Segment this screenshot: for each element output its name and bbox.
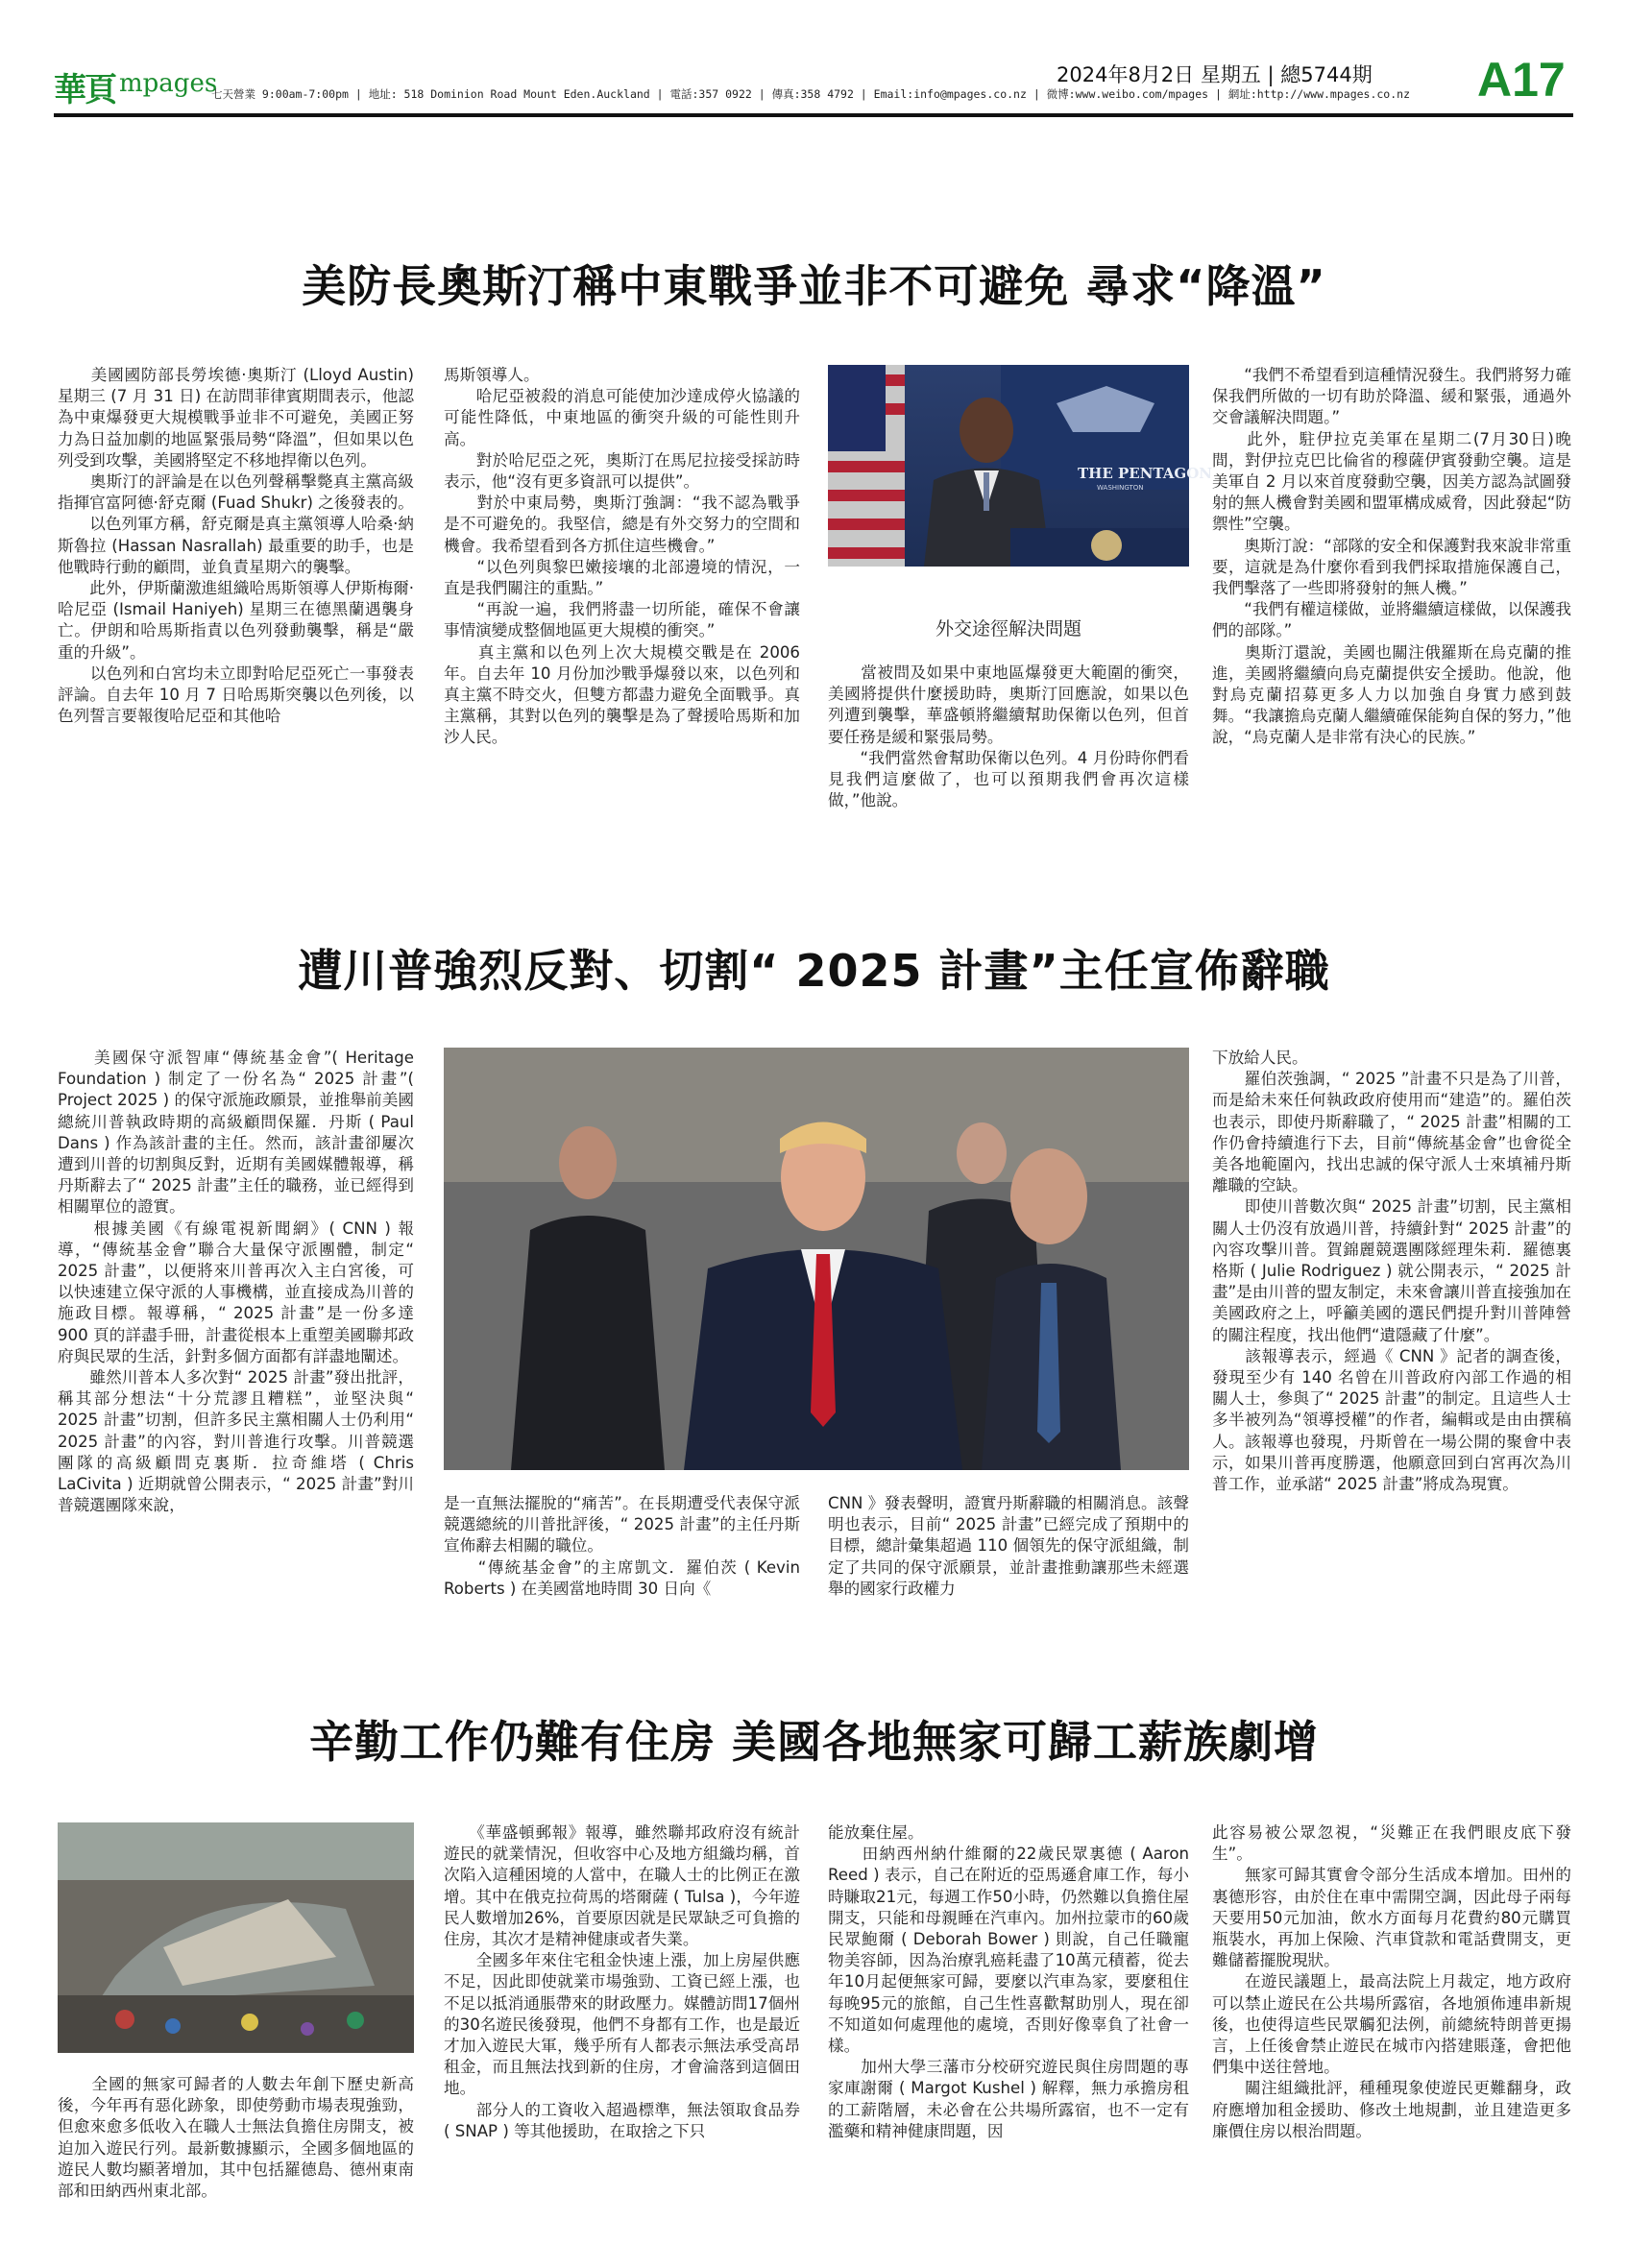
article2-photo	[444, 1048, 1189, 1470]
svg-text:WASHINGTON: WASHINGTON	[1097, 484, 1144, 492]
article1-photo	[828, 365, 1212, 567]
courthouse-hallway-illustration	[444, 1048, 1189, 1470]
article3-headline: 辛勤工作仍難有住房 美國各地無家可歸工薪族劇增	[308, 1716, 1319, 1768]
article2-headline: 遭川普強烈反對、切割“ 2025 計畫”主任宣佈辭職	[298, 945, 1330, 997]
masthead-logo: 華頁	[54, 71, 115, 109]
article1-column-4: “我們不希望看到這種情況發生。我們將努力確保我們所做的一切有助於降溫、緩和緊張，通過外交會議解決問題。” 此外，駐伊拉克美軍在星期二(7月30日)晚間，對伊拉克巴比倫省的穆薩伊賓發動空襲。這是美軍自 2 月以來首度發動空襲，因美方認為試圖發射的無人機會對美國和盟軍構成威脅，因此發起“防禦性”空襲。 奧斯汀說：“部隊的安全和保護對我來說非常重要，這就是為什麼你看到我們採取措施保護自己，我們擊落了一些即將發射的無人機。” “我們有權這樣做，並將繼續這樣做，以保護我們的部隊。” 奧斯汀還說，美國也關注俄羅斯在烏克蘭的推進，美國將繼續向烏克蘭提供安全援助。他說，他對烏克蘭招募更多人力以加強自身實力感到鼓舞。“我讓擔烏克蘭人繼續確保能夠自保的努力，”他說，“烏克蘭人是非常有決心的民族。”	[1212, 366, 1571, 747]
article1-headline: 美防長奧斯汀稱中東戰爭並非不可避免 尋求“降溫”	[302, 260, 1326, 312]
article1-column-2: 馬斯領導人。 哈尼亞被殺的消息可能使加沙達成停火協議的可能性降低，中東地區的衝突升級的可能性則升高。 對於哈尼亞之死，奧斯汀在馬尼拉接受採訪時表示，他“沒有更多資訊可以提供”。 對於中東局勢，奧斯汀強調：“我不認為戰爭是不可避免的。我堅信，總是有外交努力的空間和機會。我希望看到各方抓住這些機會。” “以色列與黎巴嫩接壤的北部邊境的情況，一直是我們關注的重點。” “再說一遍，我們將盡一切所能，確保不會讓事情演變成整個地區更大規模的衝突。” 真主黨和以色列上次大規模交戰是在 2006 年。自去年 10 月份加沙戰爭爆發以來，以色列和真主黨不時交火，但雙方都盡力避免全面戰爭。真主黨稱，其對以色列的襲擊是為了聲援哈馬斯和加沙人民。	[444, 366, 800, 747]
article1-subhead: 外交途徑解決問題	[935, 618, 1081, 639]
page-number: A17	[1477, 53, 1566, 107]
pentagon-briefing-illustration	[828, 365, 1212, 567]
podium-sign: THE PENTAGON	[1078, 465, 1212, 482]
masthead-logo-text: mpages	[119, 69, 218, 98]
article2-column-1: 美國保守派智庫“傳統基金會”( Heritage Foundation ) 制定了一份名為“ 2025 計畫”( Project 2025 ) 的保守派施政願景，並推舉前美國總統川普執政時期的高級顧問保羅．丹斯 ( Paul Dans ) 作為該計畫的主任。然而，該計畫卻屢次遭到川普的切割與反對，近期有美國媒體報導，稱丹斯辭去了“ 2025 計畫”主任的職務，並已經得到相關單位的證實。 根據美國《有線電視新聞網》( CNN ) 報導，“傳統基金會”聯合大量保守派團體，制定“ 2025 計畫”，以便將來川普再次入主白宮後，可以快速建立保守派的人事機構，並直接成為川普的施政目標。報導稱，“ 2025 計畫”是一份多達 900 頁的詳盡手冊，計畫從根本上重塑美國聯邦政府與民眾的生活，針對多個方面都有詳盡地闡述。 雖然川普本人多次對“ 2025 計畫”發出批評，稱其部分想法“十分荒謬且糟糕”，並堅決與“ 2025 計畫”切割，但許多民主黨相關人士仍利用“ 2025 計畫”的內容，對川普進行攻擊。川普競選團隊的高級顧問克裏斯．拉奇維塔 ( Chris LaCivita ) 近期就曾公開表示，“ 2025 計畫”對川普競選團隊來說，	[58, 1049, 414, 1515]
article3-column-2: 《華盛頓郵報》報導，雖然聯邦政府沒有統計遊民的就業情況，但收容中心及地方組織均稱，首次陷入這種困境的人當中，在職人士的比例正在激增。其中在俄克拉荷馬的塔爾薩 ( Tulsa )，今年遊民人數增加26%，首要原因就是民眾缺乏可負擔的住房，其次才是精神健康或者失業。 全國多年來住宅租金快速上漲，加上房屋供應不足，因此即使就業市場強勁、工資已經上漲，也不足以抵消通脹帶來的財政壓力。媒體訪問17個州的30名遊民後發現，他們不身都有工作，也是最近才加入遊民大軍，幾乎所有人都表示無法承受高昂租金，而且無法找到新的住房，才會淪落到這個田地。 部分人的工資收入超過標準，無法領取食品券 ( SNAP ) 等其他援助，在取捨之下只	[444, 1823, 800, 2140]
article3-column-3: 能放棄住屋。 田納西州納什維爾的22歲民眾裏德 ( Aaron Reed ) 表示，自己在附近的亞馬遜倉庫工作，每小時賺取21元，每週工作50小時，仍然難以負擔住屋開支，只能和母親睡在汽車內。加州拉蒙市的60歲民眾鮑爾 ( Deborah Bower ) 則說，自己任職寵物美容師，因為治療乳癌耗盡了10萬元積蓄，從去年10月起便無家可歸，要麼以汽車為家，要麼租住每晚95元的旅館，自己生性喜歡幫助別人，現在卻不知道如何處理他的處境，否則好像辜負了社會一樣。 加州大學三藩市分校研究遊民與住房問題的專家庫謝爾 ( Margot Kushel ) 解釋，無力承擔房租的工薪階層，未必會在公共場所露宿，也不一定有濫藥和精神健康問題，因	[828, 1823, 1189, 2140]
article3-photo	[58, 1822, 414, 2053]
article3-column-1: 全國的無家可歸者的人數去年創下歷史新高後，今年再有惡化跡象，即使勞動市場表現強勁，但愈來愈多低收入在職人士無法負擔住房開支，被迫加入遊民行列。最新數據顯示，全國多個地區的遊民人數均顯著增加，其中包括羅德島、德州東南部和田納西州東北部。	[58, 2075, 414, 2201]
article1-column-3: 當被問及如果中東地區爆發更大範圍的衝突，美國將提供什麼援助時，奧斯汀回應說，如果以色列遭到襲擊，華盛頓將繼續幫助保衛以色列，但首要任務是緩和緊張局勢。 “我們當然會幫助保衛以色列。4 月份時你們看見我們這麼做了，也可以預期我們會再次這樣做，”他說。	[828, 664, 1189, 810]
issue-date: 2024年8月2日 星期五 | 總5744期	[1057, 63, 1373, 86]
article2-column-2: 是一直無法擺脫的“痛苦”。在長期遭受代表保守派競選總統的川普批評後，“ 2025 計畫”的主任丹斯宣佈辭去相關的職位。 “傳統基金會”的主席凱文．羅伯茨 ( Kevin Roberts ) 在美國當地時間 30 日向《	[444, 1494, 800, 1598]
header-rule	[54, 113, 1573, 117]
masthead-contact-info: 七天營業 9:00am-7:00pm | 地址: 518 Dominion Road Mount Eden.Auckland | 電話:357 0922 | 傳真:358 4792 | Email:info@mpages.co.nz | 微博:www.weibo.com/mpages | 網址:http://www.mpages.co.nz	[211, 87, 1411, 101]
homeless-encampment-illustration	[58, 1822, 414, 2053]
article2-column-3: CNN 》發表聲明，證實丹斯辭職的相關消息。該聲明也表示，目前“ 2025 計畫”已經完成了預期中的目標，總計彙集超過 110 個領先的保守派組織，制定了共同的保守派願景，並計畫推動讓那些未經選舉的國家行政權力	[828, 1494, 1189, 1598]
article1-column-1: 美國國防部長勞埃德·奧斯汀 (Lloyd Austin) 星期三 (7 月 31 日) 在訪問菲律賓期間表示，他認為中東爆發更大規模戰爭並非不可避免，美國正努力為日益加劇的地區緊張局勢“降溫”，但如果以色列受到攻擊，美國將堅定不移地捍衛以色列。 奧斯汀的評論是在以色列聲稱擊斃真主黨高級指揮官富阿德·舒克爾 (Fuad Shukr) 之後發表的。 以色列軍方稱，舒克爾是真主黨領導人哈桑·納斯魯拉 (Hassan Nasrallah) 最重要的助手，也是他戰時行動的顧問，並負責星期六的襲擊。 此外，伊斯蘭激進組織哈馬斯領導人伊斯梅爾·哈尼亞 (Ismail Haniyeh) 星期三在德黑蘭遇襲身亡。伊朗和哈馬斯指責以色列發動襲擊，稱是“嚴重的升級”。 以色列和白宮均未立即對哈尼亞死亡一事發表評論。自去年 10 月 7 日哈馬斯突襲以色列後，以色列誓言要報復哈尼亞和其他哈	[58, 366, 414, 726]
article2-column-4: 下放給人民。 羅伯茨強調，“ 2025 ”計畫不只是為了川普，而是給未來任何執政政府使用而“建造”的。羅伯茨也表示，即使丹斯辭職了，“ 2025 計畫”相關的工作仍會持續進行下去，目前“傳統基金會”也會從全美各地範圍內，找出忠誠的保守派人士來填補丹斯離職的空缺。 即使川普數次與“ 2025 計畫”切割，民主黨相關人士仍沒有放過川普，持續針對“ 2025 計畫”的內容攻擊川普。賀錦麗競選團隊經理朱莉．羅德裏格斯 ( Julie Rodriguez ) 就公開表示，“ 2025 計畫”是由川普的盟友制定，未來會讓川普直接強加在美國政府之上，呼籲美國的選民們提升對川普陣營的關注程度，找出他們“遺隱藏了什麼”。 該報導表示，經過《 CNN 》記者的調查後，發現至少有 140 名曾在川普政府內部工作過的相關人士，參與了“ 2025 計畫”的制定。且這些人士多半被列為“領導授權”的作者，編輯或是由由撰稿人。該報導也發現，丹斯曾在一場公開的聚會中表示，如果川普再度勝選，他願意回到白宮再次為川普工作，並承諾“ 2025 計畫”將成為現實。	[1212, 1049, 1571, 1494]
article3-column-4: 此容易被公眾忽視，“災難正在我們眼皮底下發生”。 無家可歸其實會令部分生活成本增加。田州的裏德形容，由於住在車中需開空調，因此母子兩每天要用50元加油，飲水方面每月花費約80元購買瓶裝水，再加上保險、汽車貸款和電話費開支，更難儲蓄擺脫現狀。 在遊民議題上，最高法院上月裁定，地方政府可以禁止遊民在公共場所露宿，各地頒佈連串新規後，也使得這些民眾觸犯法例，前總統特朗普更揚言，上任後會禁止遊民在城市內搭建賬蓬，會把他們集中送往營地。 關注組織批評，種種現象使遊民更難翻身，政府應增加租金援助、修改土地規劃，並且建造更多廉價住房以根治問題。	[1212, 1823, 1571, 2140]
